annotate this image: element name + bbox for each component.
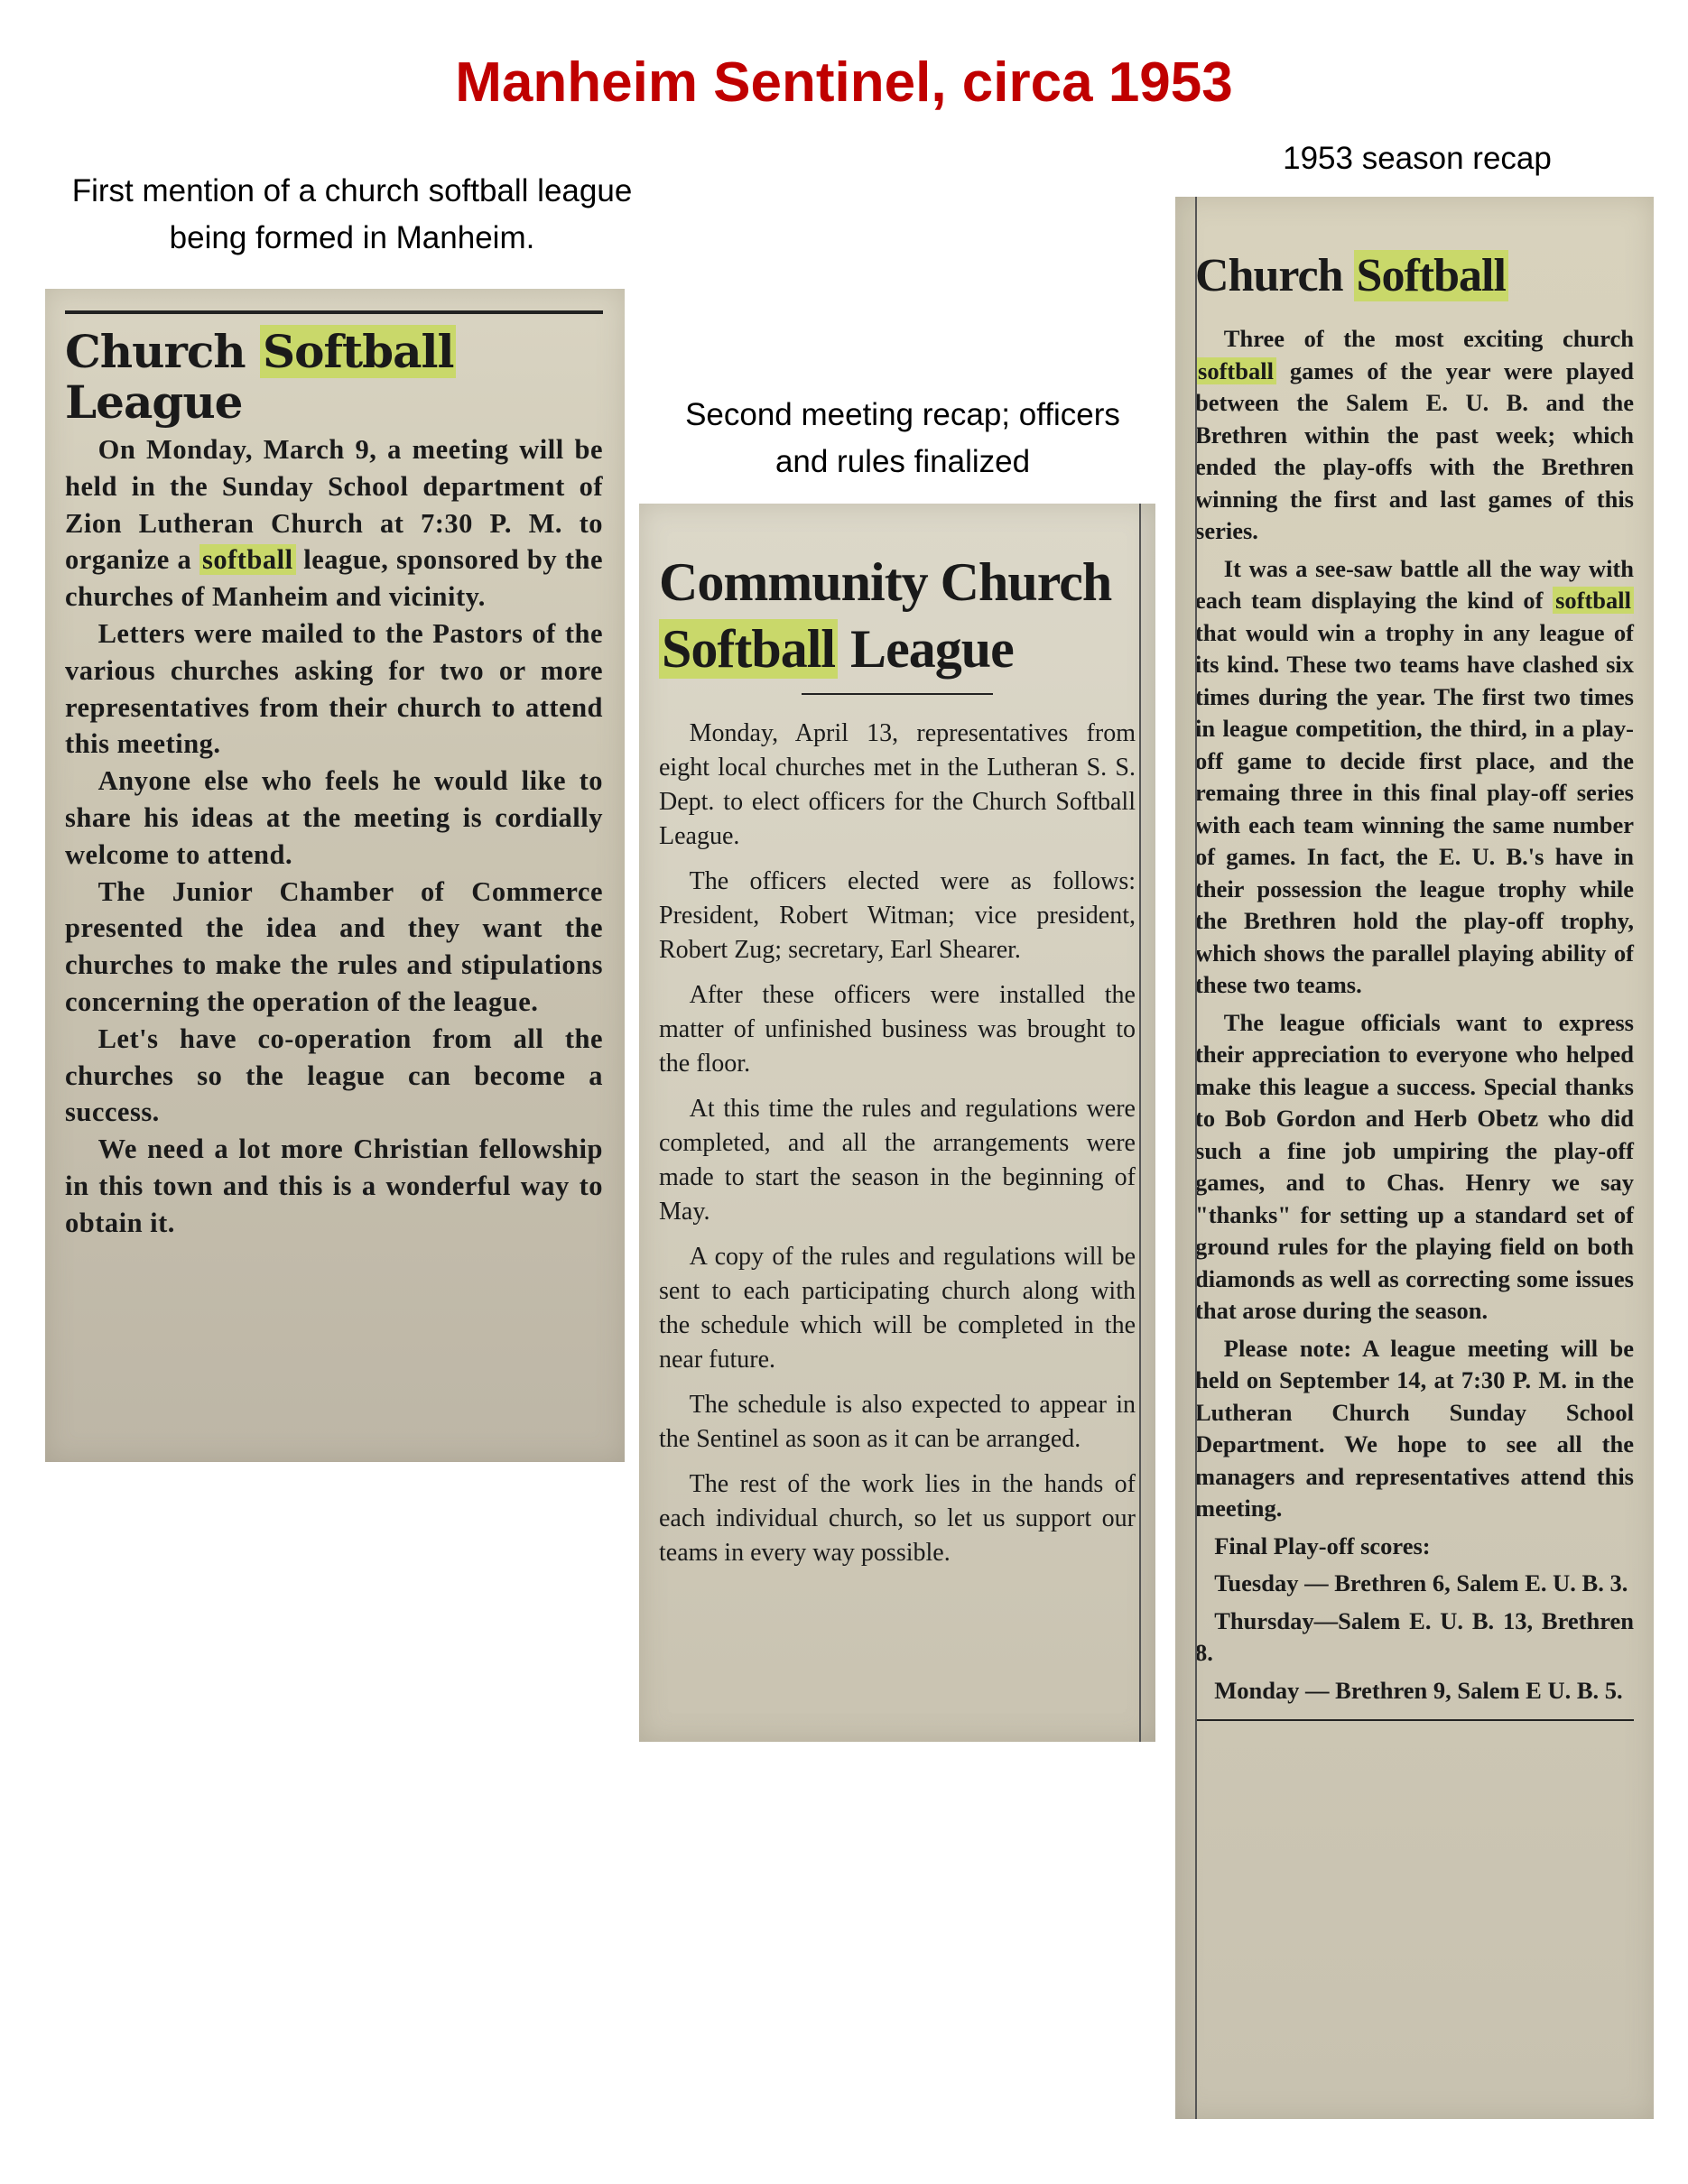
bottom-rule — [1195, 1719, 1634, 1721]
paragraph: A copy of the rules and regulations will be sent to each participating church along with the schedule which will be completed in the near future. — [659, 1243, 1136, 1374]
score-line: Monday — Brethren 9, Salem E U. B. 5. — [1214, 1676, 1623, 1704]
paragraph: Monday, April 13, representatives from eight local churches met in the Lutheran S. S. Dept. to elect officers for the Church Softball League. — [659, 719, 1136, 850]
caption-right: 1953 season recap — [1283, 141, 1552, 176]
paragraph: On Monday, March 9, a meeting will be held in the Sunday School department of Zion Lutheran Church at 7:30 P. M. to organize a softball league, sponsored by the churches of Manheim and vicinity. — [65, 434, 603, 613]
paragraph: After these officers were installed the matter of unfinished business was brought to the floor. — [659, 981, 1136, 1078]
highlight: Softball — [260, 325, 456, 378]
page-title: Manheim Sentinel, circa 1953 — [455, 51, 1233, 114]
paragraph: Letters were mailed to the Pastors of the various churches asking for two or more representatives from their church to attend this meeting. — [65, 617, 603, 760]
paragraph: The schedule is also expected to appear in the Sentinel as soon as it can be arranged. — [659, 1391, 1136, 1453]
headline: Community Church Softball League — [659, 552, 1112, 679]
score-line: Tuesday — Brethren 6, Salem E. U. B. 3. — [1214, 1569, 1628, 1596]
paragraph: Please note: A league meeting will be held on September 14, at 7:30 P. M. in the Lutheran Church Sunday School Department. We hope to see all the managers and representatives attend this meeting. — [1195, 1334, 1634, 1522]
paragraph: Three of the most exciting church softball games of the year were played between the Salem E. U. B. and the Brethren within the past week; which ended the play-offs with the Brethren winning the first and last games of this series. — [1195, 325, 1634, 544]
article-body — [659, 717, 1136, 1570]
top-rule — [65, 310, 603, 314]
caption-middle: Second meeting recap; officers and rules finalized — [685, 397, 1120, 479]
paragraph: It was a see-saw battle all the way with each team displaying the kind of softball that would win a trophy in any league of its kind. These two teams have clashed six times during the year. The first two times in league competition, the third, in a play-off game to decide first place, and the remaing three in this final play-off series with each team winning the same number of games. In fact, the E. U. B.'s have in their possession the league trophy while the Brethren hold the play-off trophy, which shows the parallel playing ability of these two teams. — [1195, 554, 1634, 998]
clipping-first-mention — [45, 289, 625, 1462]
article-body — [1195, 323, 1634, 1707]
highlight: softball — [1553, 587, 1634, 614]
final-scores — [1195, 1531, 1634, 1707]
article-body — [65, 431, 603, 1242]
headline: Church Softball — [1195, 249, 1634, 303]
paragraph: The Junior Chamber of Commerce presented the idea and they want the churches to make the rules and stipulations concerning the operation of the league. — [65, 875, 603, 1017]
paragraph: We need a lot more Christian fellowship in this town and this is a wonderful way to obtain it. — [65, 1134, 603, 1238]
divider — [802, 693, 992, 695]
highlight: Softball — [1354, 250, 1508, 301]
paragraph: Anyone else who feels he would like to share his ideas at the meeting is cordially welcome to attend. — [65, 765, 603, 870]
highlight: softball — [199, 544, 296, 575]
score-line: Thursday—Salem E. U. B. 13, Brethren 8. — [1195, 1606, 1634, 1666]
headline: Church Softball League — [65, 327, 603, 428]
paragraph: Let's have co-operation from all the churches so the league can become a success. — [65, 1023, 603, 1128]
paragraph: The rest of the work lies in the hands of each individual church, so let us support our teams in every way possible. — [659, 1470, 1136, 1567]
clipping-second-meeting — [639, 504, 1155, 1742]
column-edge — [1139, 504, 1155, 1742]
paragraph: The officers elected were as follows: President, Robert Witman; vice president, Robert Zug; secretary, Earl Shearer. — [659, 867, 1136, 964]
paragraph: At this time the rules and regulations were completed, and all the arrangements were made to start the season in the beginning of May. — [659, 1095, 1136, 1226]
scores-heading: Final Play-off scores: — [1214, 1532, 1431, 1559]
clipping-season-recap — [1175, 197, 1654, 2119]
highlight: Softball — [659, 619, 838, 679]
paragraph: The league officials want to express their appreciation to everyone who helped make this league a success. Special thanks to Bob Gordon and Herb Obetz who did such a fine job umpiring the play-off games, and to Chas. Henry we say "thanks" for setting up a standard set of ground rules for the playing field on both diamonds as well as correcting some issues that arose during the season. — [1195, 1008, 1634, 1324]
caption-left: First mention of a church softball league being formed in Manheim. — [71, 173, 633, 255]
highlight: softball — [1195, 357, 1276, 384]
column-edge — [1175, 197, 1197, 2119]
